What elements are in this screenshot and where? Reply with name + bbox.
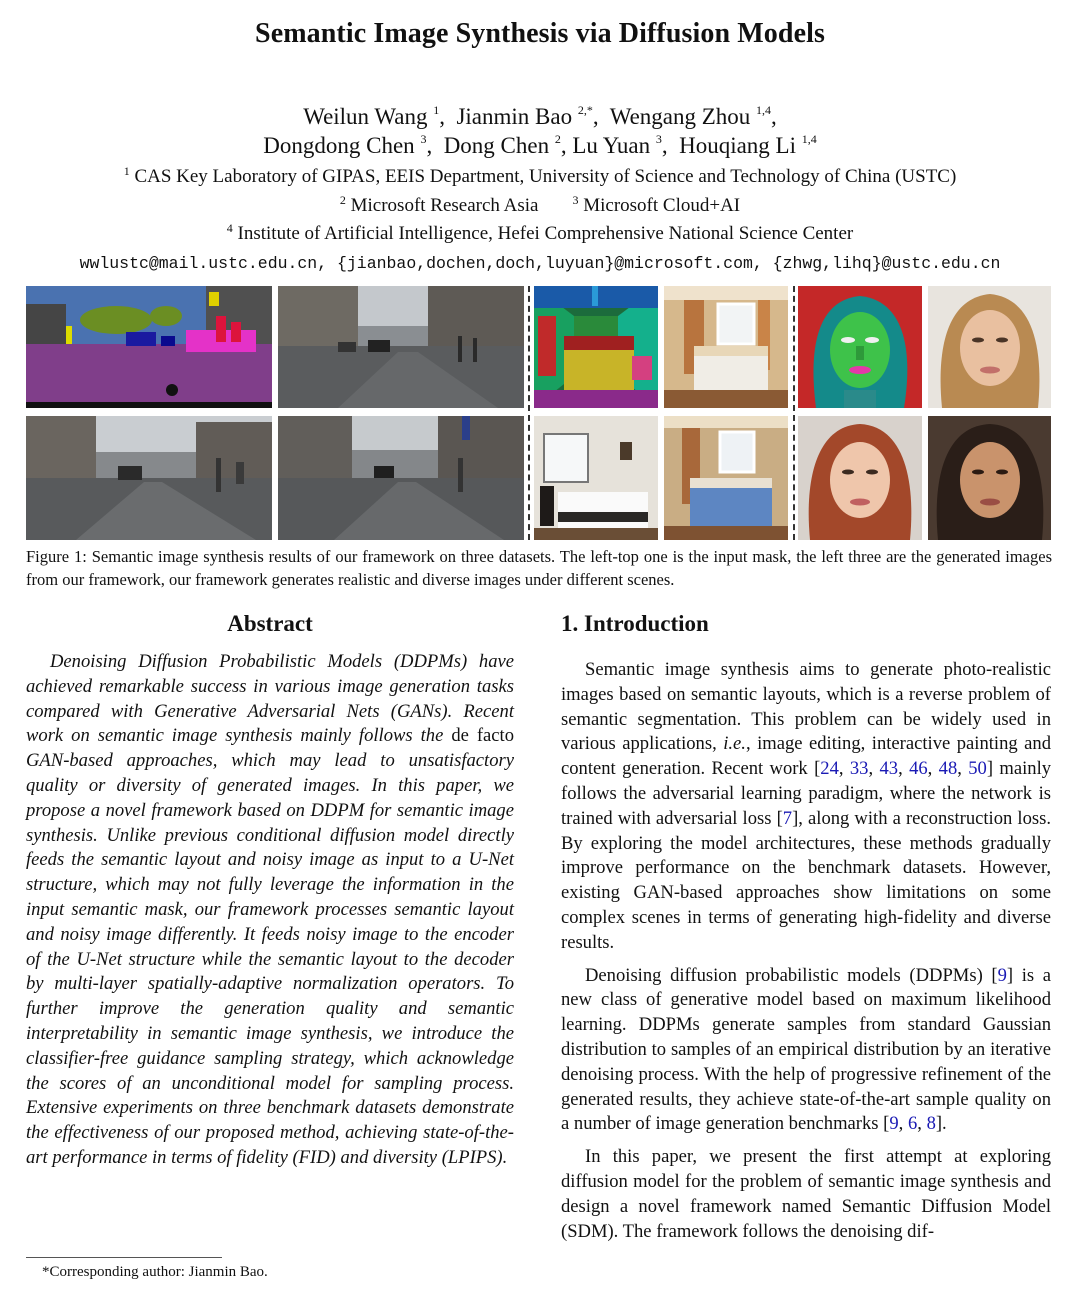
author-affil-mark: 3 <box>420 132 427 146</box>
author-name: Houqiang Li <box>679 133 796 158</box>
abstract-text <box>26 650 514 1171</box>
affil-number: 2 <box>339 192 346 207</box>
citation-link[interactable]: 50 <box>968 758 987 780</box>
citation-link[interactable]: 9 <box>889 1113 899 1135</box>
intro-text: Semantic image synthesis aims to generate photo-realistic images based on semantic layouts, which is a reverse problem of semantic segmentation. This problem can be widely used in various applications, <box>561 659 1051 755</box>
author-name: Dongdong Chen <box>263 133 415 158</box>
face-generated-image <box>928 416 1051 540</box>
author-affil-mark: 1,4 <box>801 132 817 146</box>
intro-text: , <box>898 1113 908 1135</box>
intro-text: ]. <box>935 1113 947 1135</box>
author-line-2 <box>0 131 1080 160</box>
intro-paragraph: In this paper, we present the first attempt at exploring diffusion model for the problem of semantic image synthesis and design a novel framework named Semantic Diffusion Model (SDM). The framework follows the denoising dif- <box>561 1146 1051 1242</box>
intro-text: , <box>838 758 850 780</box>
affil-text: Microsoft Research Asia <box>350 194 539 216</box>
author-separator: , <box>661 133 668 158</box>
author-name: Dong Chen <box>443 133 550 158</box>
citation-link[interactable]: 6 <box>907 1113 918 1135</box>
intro-text: , <box>927 758 939 780</box>
affiliation-4 <box>0 220 1080 249</box>
figure-divider <box>528 286 530 540</box>
intro-text: i.e. <box>723 733 746 755</box>
author-line-1 <box>0 102 1080 131</box>
citation-link[interactable]: 43 <box>879 758 899 780</box>
city-mask-image <box>26 286 272 408</box>
footnote: *Corresponding author: Jianmin Bao. <box>42 1264 268 1280</box>
city-generated-image <box>26 416 272 540</box>
author-emails[interactable]: wwlustc@mail.ustc.edu.cn, {jianbao,dochen,doch,luyuan}@microsoft.com, {zhwg,lihq}@ustc.edu.cn <box>79 254 1001 273</box>
figure-1 <box>26 286 1051 540</box>
author-affil-mark: 3 <box>655 132 662 146</box>
face-generated-image <box>928 286 1051 408</box>
paper-title: Semantic Image Synthesis via Diffusion Models <box>255 18 825 49</box>
citation-link[interactable]: 8 <box>926 1113 936 1135</box>
author-name: Lu Yuan <box>572 133 651 158</box>
affil-text: Institute of Artificial Intelligence, Hefei Comprehensive National Science Center <box>237 223 854 244</box>
intro-paragraph <box>561 658 1051 956</box>
author-affil-mark: 1 <box>433 103 440 117</box>
author-separator: , <box>771 104 777 129</box>
affil-number: 4 <box>226 221 233 235</box>
intro-text: , <box>868 758 880 780</box>
affiliation-1 <box>0 163 1080 192</box>
affil-text: CAS Key Laboratory of GIPAS, EEIS Department, University of Science and Technology of China (USTC) <box>134 166 957 187</box>
bedroom-generated-image <box>534 416 658 540</box>
intro-text: ] is a new class of generative model based on maximum likelihood learning. DDPMs generate samples from standard Gaussian distribution to samples of an empirical distribution by an iterative denoising process. With the help of progressive refinement of the generated results, they achieve state-of-the-art sample quality on a number of image generation benchmarks [ <box>561 964 1051 1135</box>
intro-text: , <box>957 758 969 780</box>
author-affil-mark: 2 <box>554 132 561 146</box>
footnote-rule <box>26 1257 222 1258</box>
affil-number: 3 <box>572 192 579 207</box>
abstract-text-part: GAN-based approaches, which may lead to unsatisfactory quality or diversity of generated images. In this paper, we propose a novel framework based on DDPM for semantic image synthesis. Unlike previous conditional diffusion model directly feeds the semantic layout and noisy image as input to a U-Net structure, which may not fully leverage the information in the input semantic mask, our framework processes semantic layout and noisy image differently. It feeds noisy image to the encoder of the U-Net structure while the semantic layout to the decoder by multi-layer spatially-adaptive normalization operators. To further improve the generation quality and semantic interpretability in semantic image synthesis, we introduce the classifier-free guidance sampling strategy, which acknowledge the scores of an unconditional model for sampling process. Extensive experiments on three benchmark datasets demonstrate the effectiveness of our proposed method, achieving state-of-the-art performance in terms of fidelity (FID) and diversity (LPIPS). <box>26 750 514 1168</box>
affil-number: 1 <box>123 164 130 178</box>
intro-text: , <box>898 758 910 780</box>
abstract-section <box>26 608 514 1171</box>
figure-divider <box>793 286 795 540</box>
bedroom-generated-image <box>664 286 788 408</box>
citation-link[interactable]: 33 <box>849 758 869 780</box>
author-separator: , <box>560 133 567 158</box>
citation-link[interactable]: 9 <box>997 964 1007 986</box>
introduction-heading: 1. Introduction <box>561 611 709 636</box>
abstract-heading: Abstract <box>227 611 313 636</box>
city-generated-image <box>278 416 524 540</box>
author-separator: , <box>426 133 433 158</box>
citation-link[interactable]: 48 <box>938 758 958 780</box>
figure-1-caption: Figure 1: Semantic image synthesis results of our framework on three datasets. The left-top one is the input mask, the left three are the generated images from our framework, our framework generates realistic and diverse images under different scenes. <box>26 547 1052 589</box>
affiliation-2-3 <box>0 192 1080 221</box>
intro-text: Denoising diffusion probabilistic models (DDPMs) [ <box>585 964 998 986</box>
author-separator: , <box>439 104 445 129</box>
intro-text: , image editing, interactive painting and content generation. Recent work [ <box>561 733 1052 780</box>
author-separator: , <box>592 104 599 129</box>
face-mask-image <box>798 286 922 408</box>
author-name: Jianmin Bao <box>456 104 573 129</box>
intro-text: ], along with a reconstruction loss. By exploring the model architectures, these methods gradually improve performance on the benchmark datasets. However, existing GAN-based approaches show limitations on some complex scenes in terms of generating high-fidelity and diverse results. <box>561 807 1051 953</box>
author-list <box>0 102 1080 160</box>
intro-text: , <box>917 1113 927 1135</box>
citation-link[interactable]: 46 <box>909 758 928 780</box>
intro-text: ] mainly follows the adversarial learning paradigm, where the network is trained with adversarial loss [ <box>561 758 1052 829</box>
city-generated-image <box>278 286 524 408</box>
intro-paragraph <box>561 964 1051 1138</box>
author-affil-mark: 2,* <box>577 103 593 117</box>
bedroom-mask-image <box>534 286 658 408</box>
citation-link[interactable]: 24 <box>820 758 839 780</box>
abstract-text-part: de facto <box>451 725 514 747</box>
affil-text: Microsoft Cloud+AI <box>583 194 741 216</box>
author-name: Weilun Wang <box>303 104 428 129</box>
author-name: Wengang Zhou <box>609 104 751 129</box>
introduction-section <box>561 608 1051 1244</box>
citation-link[interactable]: 7 <box>782 807 793 829</box>
abstract-text-part: Denoising Diffusion Probabilistic Models (DDPMs) have achieved remarkable success in various image generation tasks compared with Generative Adversarial Nets (GANs). Recent work on semantic image synthesis mainly follows the <box>26 651 514 747</box>
author-affil-mark: 1,4 <box>756 103 772 117</box>
bedroom-generated-image <box>664 416 788 540</box>
face-generated-image <box>798 416 922 540</box>
affiliations <box>0 163 1080 249</box>
